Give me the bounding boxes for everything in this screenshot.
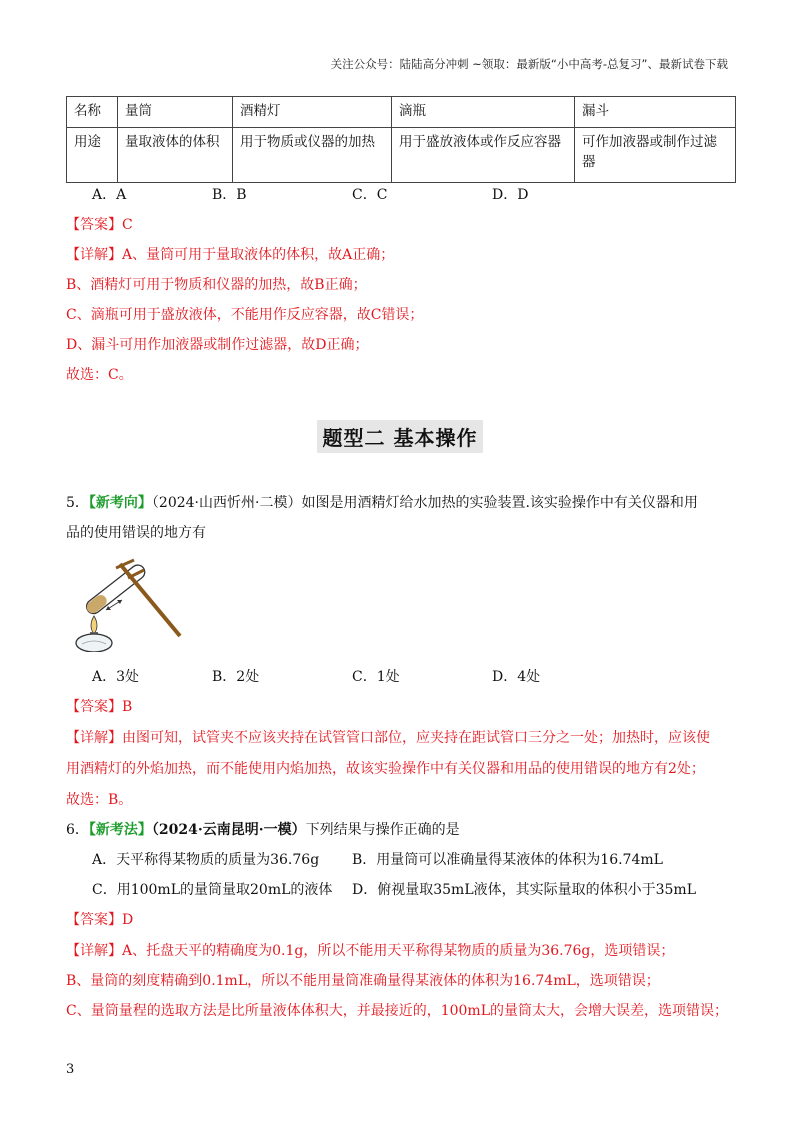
q5-option-d: D．4处 [492,669,541,685]
table-cell: 名称 [67,97,118,128]
table-cell: 量取液体的体积 [118,128,233,183]
q4-option-b: B．B [212,187,247,203]
q6-detail-line: 【详解】A、托盘天平的精确度为0.1g，所以不能用天平称得某物质的质量为36.76g，选项错误； [66,943,675,959]
table-cell: 用途 [67,128,118,183]
q5-detail-line: 【详解】由图可知，试管夹不应该夹持在试管管口部位，应夹持在距试管口三分之一处；加热时，应该使 [66,730,710,746]
q5-tag: 【新考向】 [88,495,152,511]
table-cell: 用于物质或仪器的加热 [233,128,392,183]
q4-answer: 【答案】C [66,217,133,233]
section-title-text: 题型二 基本操作 [317,420,484,453]
q5-detail-line: 用酒精灯的外焰加热，而不能使用内焰加热，故该实验操作中有关仪器和用品的使用错误的地方有2处； [66,761,705,777]
q6-stem [66,819,460,841]
q6-detail-line: B、量筒的刻度精确到0.1mL，所以不能用量筒准确量得某液体的体积为16.74mL，选项错误； [66,973,660,989]
q5-stem-text: 如图是用酒精灯给水加热的实验装置.该实验操作中有关仪器和用 [301,495,698,511]
q4-detail-line: D、漏斗可用作加液器或制作过滤器，故D正确； [66,337,369,353]
q6-option-a: A．天平称得某物质的质量为36.76g [92,852,320,868]
q6-option-c: C．用100mL的量筒量取20mL的液体 [92,882,333,898]
q5-answer: 【答案】B [66,699,133,715]
page-header: 关注公众号：陆陆高分冲刺 ~领取：最新版“小中高考-总复习”、最新试卷下载 [330,57,728,71]
table-cell: 用于盛放液体或作反应容器 [392,128,575,183]
table-cell: 可作加液器或制作过滤器 [575,128,736,183]
q6-tag: 【新考法】 [88,822,152,838]
q6-answer: 【答案】D [66,912,134,928]
q5-option-a: A．3处 [92,669,140,685]
q6-source: （2024·云南昆明·一模） [151,822,306,838]
q4-option-c: C．C [352,187,388,203]
q5-source: （2024·山西忻州·二模） [151,495,302,511]
q4-detail-line: 【详解】A、量筒可用于量取液体的体积，故A正确； [66,247,395,263]
table-row [67,97,736,128]
q4-option-a: A．A [92,187,127,203]
instrument-table [66,96,736,183]
q6-stem-text: 下列结果与操作正确的是 [305,822,460,838]
q5-number: 5． [66,495,89,511]
page-number: 3 [66,1062,75,1077]
table-cell: 酒精灯 [233,97,392,128]
q4-detail-line: 故选：C。 [66,367,133,383]
q6-option-b: B．用量筒可以准确量得某液体的体积为16.74mL [352,852,663,868]
q6-detail-line: C、量筒量程的选取方法是比所量液体体积大，并最接近的，100mL的量筒太大，会增大误差，选项错误； [66,1003,729,1019]
table-cell: 量筒 [118,97,233,128]
q5-stem-line2: 品的使用错误的地方有 [66,525,206,541]
q5-option-c: C．1处 [352,669,400,685]
table-cell: 滴瓶 [392,97,575,128]
table-row [67,128,736,183]
q4-detail-line: B、酒精灯可用于物质和仪器的加热，故B正确； [66,277,367,293]
section-title [0,420,800,453]
q5-option-b: B．2处 [212,669,260,685]
q6-option-d: D．俯视量取35mL液体，其实际量取的体积小于35mL [352,882,696,898]
q4-detail-line: C、滴瓶可用于盛放液体，不能用作反应容器，故C错误； [66,307,424,323]
heating-apparatus-figure [72,556,184,652]
q5-detail-line: 故选：B。 [66,792,133,808]
q5-stem [66,492,698,514]
table-cell: 漏斗 [575,97,736,128]
q4-option-d: D．D [492,187,529,203]
q6-number: 6． [66,822,89,838]
